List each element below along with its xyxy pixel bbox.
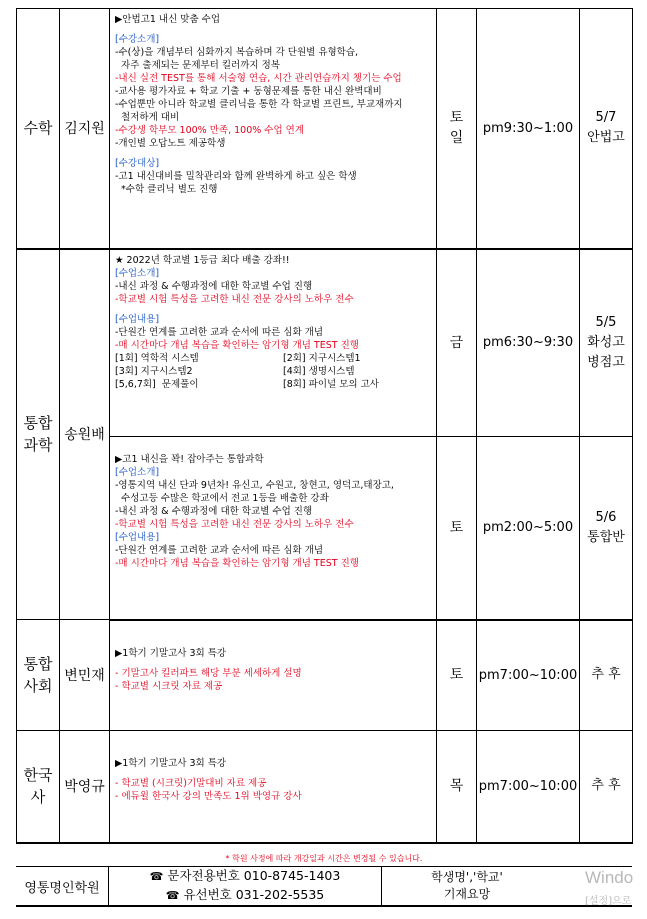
description-line: -학교별 시험 특성을 고려한 내신 전문 강사의 노하우 전수 <box>115 293 354 305</box>
description-line: -수강생 학부모 100% 만족, 100% 수업 연계 <box>115 125 305 136</box>
session-list-row: [3회] 지구시스템2 [4회] 생명시스템 <box>115 365 355 377</box>
row-science-1 <box>17 249 633 437</box>
schedule-table <box>16 8 633 844</box>
subject-cell: 통합 과학 <box>17 249 60 620</box>
contact-numbers <box>109 867 382 905</box>
time-cell: pm7:00~10:00 <box>477 620 580 731</box>
windows-activation-watermark: Windo <box>585 868 634 887</box>
course-description <box>110 249 437 437</box>
description-line: [수강소개] <box>115 34 160 45</box>
description-line: -학교별 시험 특성을 고려한 내신 전문 강사의 노하우 전수 <box>115 519 354 530</box>
subject-cell: 한국 사 <box>17 731 60 843</box>
day-cell: 토 일 <box>437 9 477 249</box>
description-line: ▶1학기 기말고사 3회 특강 <box>115 758 227 769</box>
description-line: -내신 실전 TEST를 통해 서술형 연습, 시간 관리연습까지 챙기는 수업 <box>115 73 402 84</box>
description-line: 철저하게 대비 <box>115 112 180 123</box>
start-note-cell: 추 후 <box>580 620 633 731</box>
day-cell: 토 <box>437 620 477 731</box>
session-list-row: [5,6,7회] 문제풀이 [8회] 파이널 모의 고사 <box>115 378 379 390</box>
description-line: [수업내용] <box>115 532 160 543</box>
description-line: -개인별 오답노트 제공학생 <box>115 138 226 149</box>
teacher-cell: 송원배 <box>60 249 110 620</box>
start-note-cell: 5/6 통합반 <box>580 437 633 620</box>
time-cell: pm6:30~9:30 <box>477 249 580 437</box>
registration-request: 학생명','학교' 기재요망 <box>431 870 503 901</box>
description-line: ▶안법고1 내신 맞춤 수업 <box>115 14 221 25</box>
description-line: -수업뿐만 아니라 학교별 클리닉을 통한 각 학교별 프린트, 부교재까지 <box>115 99 403 110</box>
row-science-2 <box>17 437 633 620</box>
teacher-cell: 박영규 <box>60 731 110 843</box>
description-line: ▶고1 내신을 꽉! 잡아주는 통합과학 <box>115 454 264 465</box>
course-description <box>110 9 437 249</box>
row-history <box>17 731 633 843</box>
description-line: -내신 과정 & 수행과정에 대한 학교별 수업 진행 <box>115 280 313 292</box>
spacer <box>115 770 431 777</box>
description-line: - 학교별 (시크릿)기말대비 자료 제공 <box>115 778 267 789</box>
start-note-cell: 추 후 <box>580 731 633 843</box>
description-line: - 학교별 시크릿 자료 제공 <box>115 680 223 692</box>
description-line: ▶1학기 기말고사 3회 특강 <box>115 647 227 659</box>
footer-bar <box>16 866 632 907</box>
day-cell: 목 <box>437 731 477 843</box>
description-line: -단원간 연계를 고려한 교과 순서에 따른 심화 개념 <box>115 326 324 338</box>
row-math <box>17 9 633 249</box>
start-note-cell: 5/7 안법고 <box>580 9 633 249</box>
spacer <box>115 660 431 667</box>
course-description <box>110 620 437 731</box>
description-line: -고1 내신대비를 밀착관리와 함께 완벽하게 하고 싶은 학생 <box>115 171 357 182</box>
description-line: -매 시간마다 개념 복습을 확인하는 암기형 개념 TEST 진행 <box>115 558 359 569</box>
description-line: -매 시간마다 개념 복습을 확인하는 암기형 개념 TEST 진행 <box>115 339 359 351</box>
academy-name: 영통명인학원 <box>16 867 109 905</box>
description-line: - 에듀윌 한국사 강의 만족도 1위 박영규 강사 <box>115 791 302 802</box>
spacer <box>115 150 431 157</box>
time-cell: pm9:30~1:00 <box>477 9 580 249</box>
spacer <box>115 26 431 33</box>
description-line: -교사용 평가자료 + 학교 기출 + 동형문제를 통한 내신 완벽대비 <box>115 86 382 97</box>
start-note-cell: 5/5 화성고 병점고 <box>580 249 633 437</box>
course-description <box>110 437 437 620</box>
description-line: 수성고등 수많은 학교에서 전교 1등을 배출한 강좌 <box>115 493 329 504</box>
phone-icon: ☎ <box>149 870 164 883</box>
time-cell: pm7:00~10:00 <box>477 731 580 843</box>
description-line: -영통지역 내신 단과 9년차! 유신고, 수원고, 창현고, 영덕고,태장고, <box>115 480 394 491</box>
teacher-cell: 김지원 <box>60 9 110 249</box>
row-social <box>17 620 633 731</box>
windows-activation-watermark-sub: [설정]으로 <box>585 896 632 907</box>
schedule-change-notice: * 학원 사정에 따라 개강일과 시간은 변경될 수 있습니다. <box>225 854 423 863</box>
description-line: *수학 클리닉 별도 진행 <box>115 184 218 195</box>
description-line: - 기말고사 킬러파트 해당 부분 세세하게 설명 <box>115 667 302 679</box>
description-line: -수(상)을 개념부터 심화까지 복습하며 각 단원별 유형학습, <box>115 47 359 58</box>
description-line: [수강대상] <box>115 158 160 169</box>
description-line: 자주 출제되는 문제부터 킬러까지 정복 <box>115 60 280 71</box>
description-line: -내신 과정 & 수행과정에 대한 학교별 수업 진행 <box>115 506 313 517</box>
subject-cell: 수학 <box>17 9 60 249</box>
teacher-cell: 변민재 <box>60 620 110 731</box>
day-cell: 토 <box>437 437 477 620</box>
subject-cell: 통합 사회 <box>17 620 60 731</box>
description-line: [수업소개] <box>115 267 160 279</box>
sms-number: 문자전용번호 010-8745-1403 <box>167 868 341 883</box>
description-line: [수업내용] <box>115 313 160 325</box>
course-description <box>110 731 437 843</box>
description-line: ★ 2022년 학교별 1등급 최다 배출 강좌!! <box>115 254 290 266</box>
session-list-row: [1회] 역학적 시스템 [2회] 지구시스템1 <box>115 352 361 364</box>
description-line: -단원간 연계를 고려한 교과 순서에 따른 심화 개념 <box>115 545 324 556</box>
time-cell: pm2:00~5:00 <box>477 437 580 620</box>
description-line: [수업소개] <box>115 467 160 478</box>
phone-icon: ☎ <box>165 889 180 902</box>
day-cell: 금 <box>437 249 477 437</box>
tel-number: 유선번호 031-202-5535 <box>183 887 325 902</box>
spacer <box>115 306 431 313</box>
